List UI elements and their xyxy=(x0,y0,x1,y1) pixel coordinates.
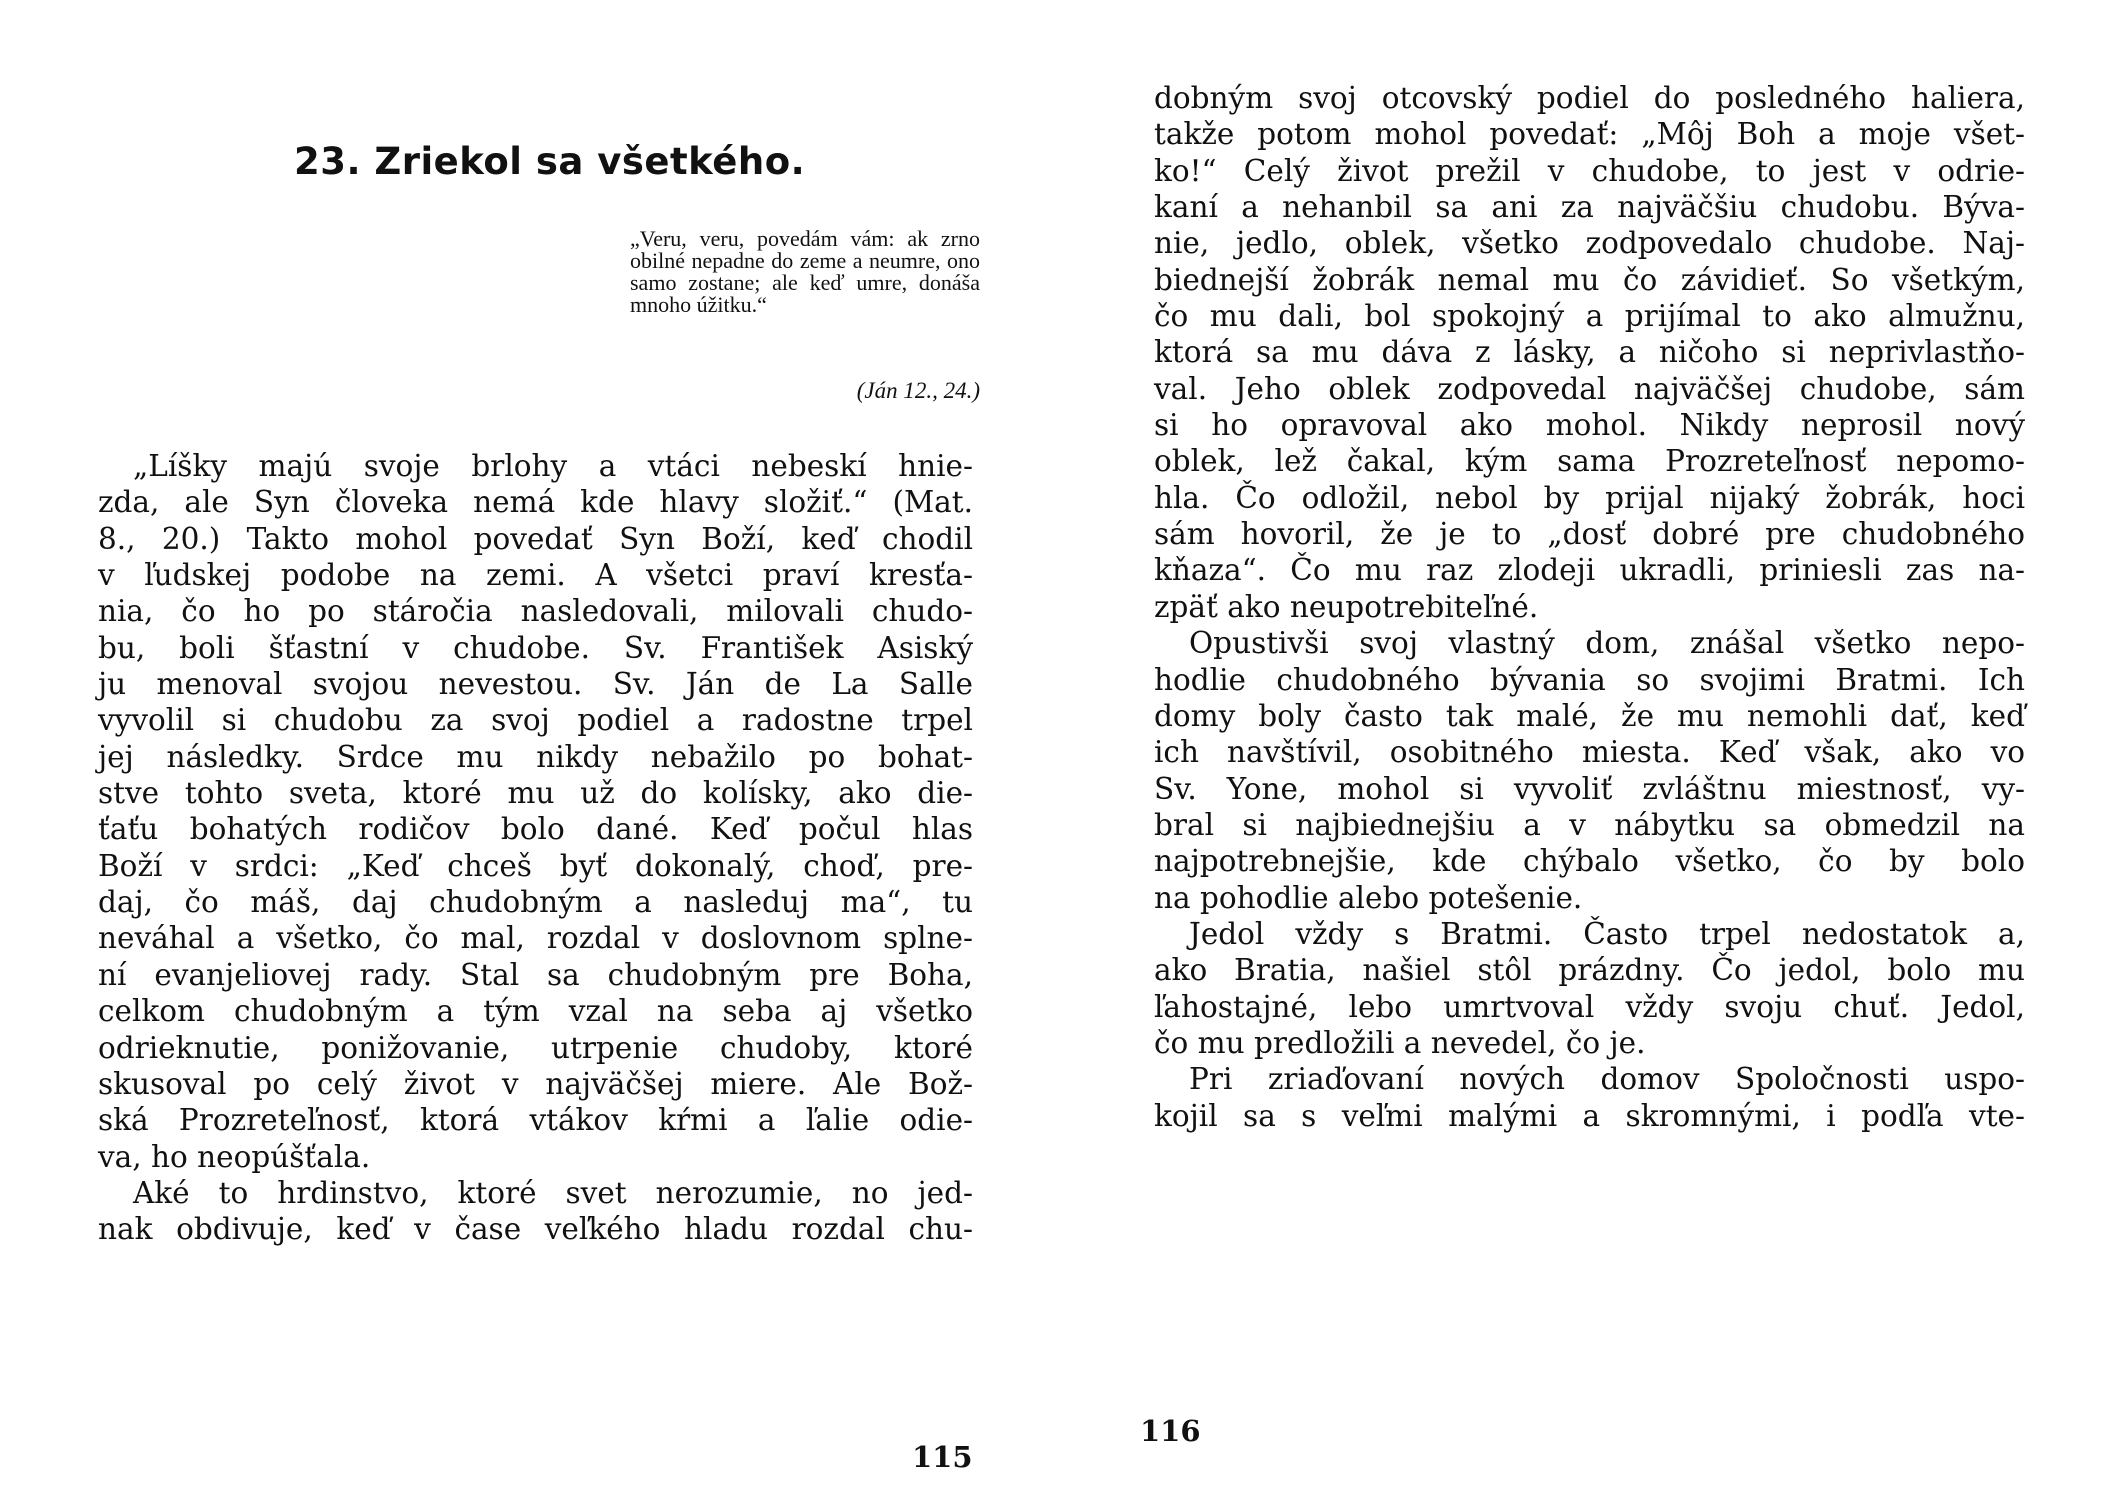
text-line: čo mu dali, bol spokojný a prijímal to ako almužnu, xyxy=(1154,299,2025,334)
text-line: ich navštívil, osobitného miesta. Keď však, ako vo xyxy=(1154,735,2025,770)
text-line: ako Bratia, našiel stôl prázdny. Čo jedol, bolo mu xyxy=(1154,953,2025,988)
text-line: val. Jeho oblek zodpovedal najväčšej chudobe, sám xyxy=(1154,371,2025,406)
text-line: odrieknutie, ponižovanie, utrpenie chudoby, ktoré xyxy=(98,1030,973,1065)
text-line: hla. Čo odložil, nebol by prijal nijaký žobrák, hoci xyxy=(1154,480,2025,515)
right-page-body xyxy=(1154,80,2025,1134)
right-page xyxy=(1054,0,2108,1500)
text-line: najpotrebnejšie, kde chýbalo všetko, čo by bolo xyxy=(1154,844,2025,879)
epigraph: „Veru, veru, povedám vám: ak zrno obilné nepadne do zeme a neumre, ono samo zostane; ale keď umre, donáša mnoho úžitku.“ xyxy=(630,226,980,317)
text-line: va, ho neopúšťala. xyxy=(98,1139,371,1174)
text-line: ní evanjeliovej rady. Stal sa chudobným pre Boha, xyxy=(98,957,973,992)
text-line: stve tohto sveta, ktoré mu už do kolísky, ako die- xyxy=(98,776,973,811)
text-line: oblek, lež čakal, kým sama Prozreteľnosť nepomo- xyxy=(1154,444,2025,479)
text-line: bral si najbiednejšiu a v nábytku sa obmedzil na xyxy=(1154,807,2025,842)
text-line: neváhal a všetko, čo mal, rozdal v doslovnom splne- xyxy=(98,921,973,956)
text-line: kňaza“. Čo mu raz zlodeji ukradli, priniesli zas na- xyxy=(1154,553,2025,588)
text-line: zda, ale Syn človeka nemá kde hlavy složiť.“ (Mat. xyxy=(98,485,973,520)
epigraph-reference: (Ján 12., 24.) xyxy=(856,378,980,403)
text-line: ľahostajné, lebo umrtvoval vždy svoju chuť. Jedol, xyxy=(1154,989,2025,1024)
text-line: „Líšky majú svoje brlohy a vtáci nebeskí hnie- xyxy=(133,449,973,483)
text-line: bu, boli šťastní v chudobe. Sv. František Asiský xyxy=(98,630,973,665)
text-line: takže potom mohol povedať: „Môj Boh a moje všet- xyxy=(1154,117,2025,152)
text-line: sám hovoril, že je to „dosť dobré pre chudobného xyxy=(1154,517,2025,552)
text-line: Aké to hrdinstvo, ktoré svet nerozumie, no jed- xyxy=(133,1175,973,1210)
text-line: Opustivši svoj vlastný dom, znášal všetko nepo- xyxy=(1189,626,2025,661)
text-line: ťaťu bohatých rodičov bolo dané. Keď počul hlas xyxy=(98,812,973,847)
text-line: domy boly často tak malé, že mu nemohli dať, keď xyxy=(1154,698,2025,733)
text-line: Jedol vždy s Bratmi. Často trpel nedostatok a, xyxy=(1189,916,2025,951)
text-line: čo mu predložili a nevedel, čo je. xyxy=(1154,1025,1646,1060)
text-line: kojil sa s veľmi malými a skromnými, i podľa vte- xyxy=(1154,1098,2025,1133)
text-line: na pohodlie alebo potešenie. xyxy=(1154,880,1583,915)
left-page-body xyxy=(98,448,973,1248)
text-line: nia, čo ho po stáročia nasledovali, milovali chudo- xyxy=(98,594,973,629)
text-line: daj, čo máš, daj chudobným a nasleduj ma“, tu xyxy=(98,885,973,920)
text-line: vyvolil si chudobu za svoj podiel a radostne trpel xyxy=(98,703,973,738)
text-line: celkom chudobným a tým vzal na seba aj všetko xyxy=(98,994,973,1029)
text-line: 8., 20.) Takto mohol povedať Syn Boží, keď chodil xyxy=(98,521,973,556)
text-line: v ľudskej podobe na zemi. A všetci praví kresťa- xyxy=(98,558,973,593)
text-line: nie, jedlo, oblek, všetko zodpovedalo chudobe. Naj- xyxy=(1154,226,2025,261)
page-number: 116 xyxy=(1140,1414,1201,1448)
text-line: ju menoval svojou nevestou. Sv. Ján de La Salle xyxy=(98,667,973,702)
chapter-title: 23. Zriekol sa všetkého. xyxy=(294,140,806,183)
text-line: hodlie chudobného bývania so svojimi Bratmi. Ich xyxy=(1154,662,2025,697)
text-line: ská Prozreteľnosť, ktorá vtákov kŕmi a ľalie odie- xyxy=(98,1103,973,1138)
text-line: nak obdivuje, keď v čase veľkého hladu rozdal chu- xyxy=(98,1212,973,1247)
text-line: Sv. Yone, mohol si vyvoliť zvláštnu miestnosť, vy- xyxy=(1154,771,2025,806)
text-line: ktorá sa mu dáva z lásky, a ničoho si neprivlastňo- xyxy=(1154,335,2025,370)
page-number: 115 xyxy=(912,1440,973,1474)
text-line: skusoval po celý život v najväčšej miere. Ale Bož- xyxy=(98,1066,973,1101)
text-line: ko!“ Celý život prežil v chudobe, to jest v odrie- xyxy=(1154,153,2025,188)
text-line: zpäť ako neupotrebiteľné. xyxy=(1154,589,1539,624)
text-line: si ho opravoval ako mohol. Nikdy neprosil nový xyxy=(1154,408,2025,443)
text-line: Boží v srdci: „Keď chceš byť dokonalý, choď, pre- xyxy=(98,848,973,883)
text-line: dobným svoj otcovský podiel do posledného haliera, xyxy=(1154,81,2025,115)
text-line: jej následky. Srdce mu nikdy nebažilo po bohat- xyxy=(98,739,973,774)
text-line: Pri zriaďovaní nových domov Spoločnosti uspo- xyxy=(1189,1062,2025,1097)
text-line: kaní a nehanbil sa ani za najväčšiu chudobu. Býva- xyxy=(1154,190,2025,225)
text-line: biednejší žobrák nemal mu čo závidieť. So všetkým, xyxy=(1154,262,2025,297)
